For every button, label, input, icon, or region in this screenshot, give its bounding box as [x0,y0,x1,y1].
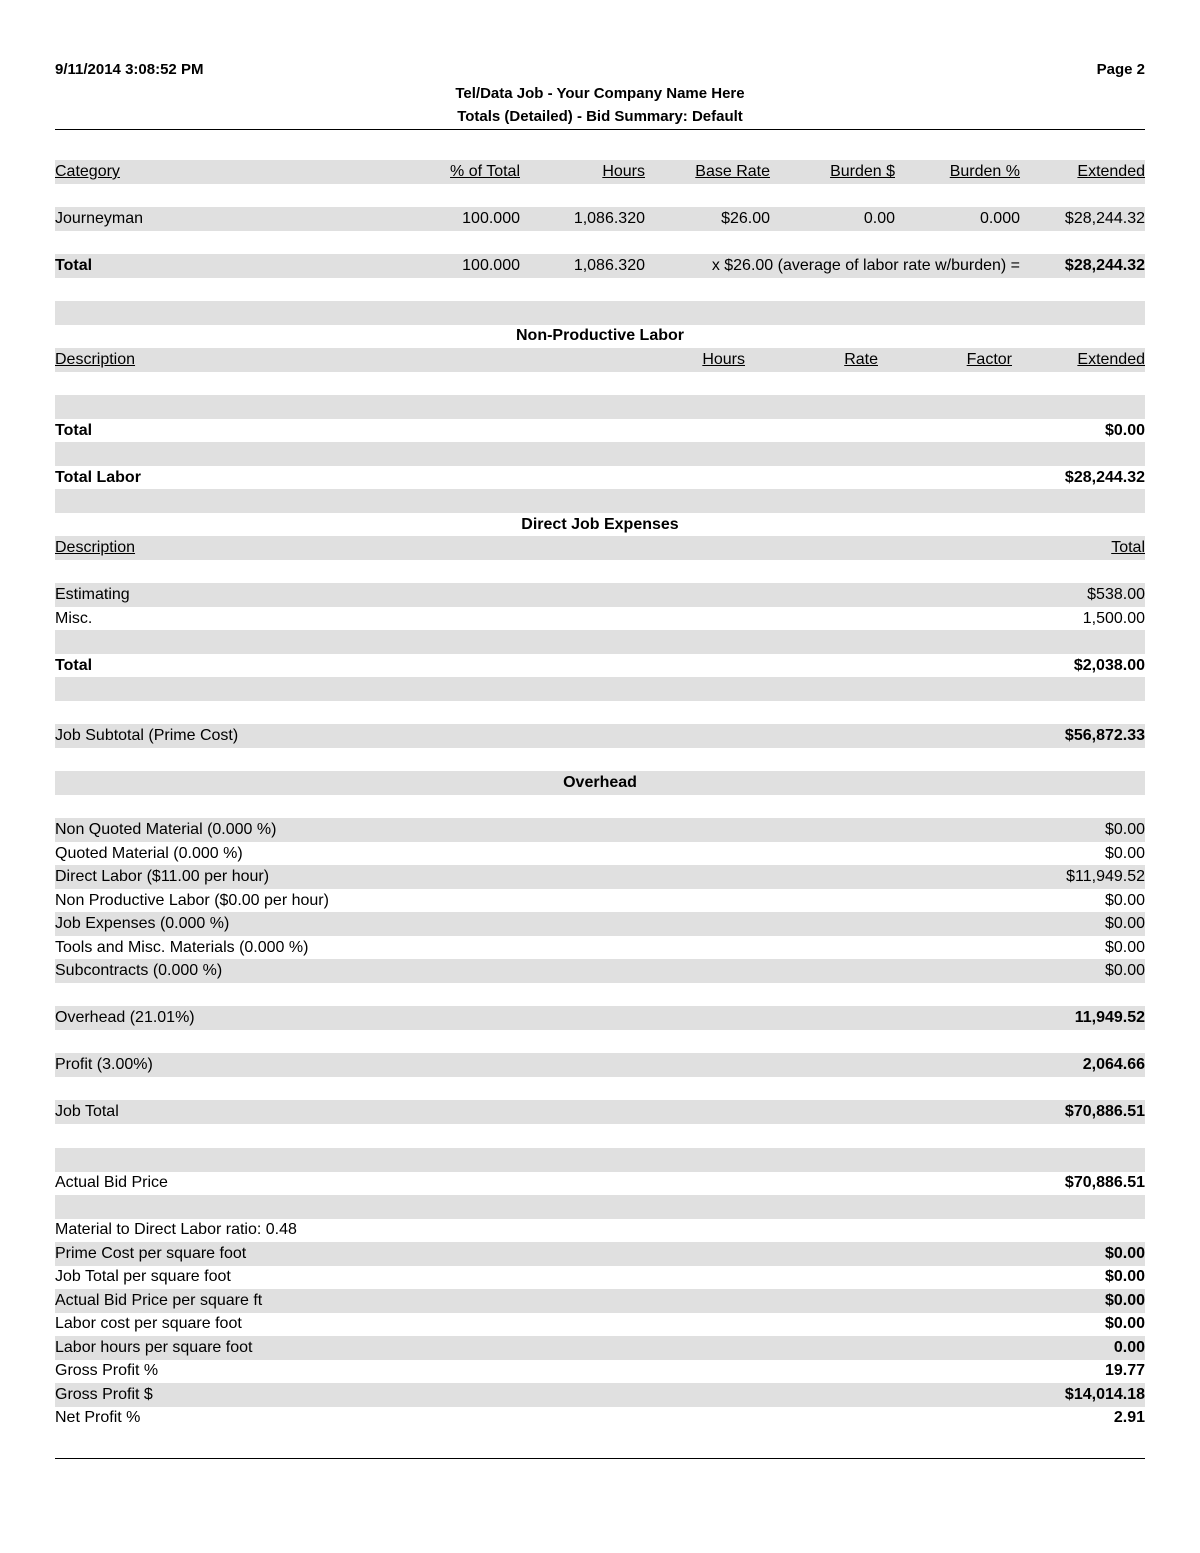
overhead-title: Overhead [563,774,637,791]
overhead-total-row [55,1006,1145,1030]
total-labor-label: Total Labor [55,469,141,486]
overhead-item-value: $0.00 [1104,939,1145,956]
spacer-row [55,489,1145,513]
col-extended: Extended [1077,163,1145,180]
np-col-description: Description [55,351,136,368]
col-burden-pct: Burden % [949,163,1020,180]
table-row [55,1312,1145,1336]
profit-value: 2,064.66 [1082,1056,1145,1073]
overhead-item-label: Subcontracts (0.000 %) [55,962,223,979]
expense-value: $538.00 [1087,586,1145,603]
col-hours: Hours [602,163,645,180]
page-number: Page 2 [1096,61,1145,78]
total-labor-value: $28,244.32 [1064,469,1145,486]
ratio-row [55,1218,1145,1242]
expense-value: 1,500.00 [1082,610,1145,627]
metric-value: 2.91 [1113,1409,1145,1426]
overhead-item-label: Tools and Misc. Materials (0.000 %) [55,939,309,956]
subtotal-label: Job Subtotal (Prime Cost) [55,727,239,744]
table-row [55,959,1145,983]
overhead-title-row [55,771,1145,795]
table-row [55,936,1145,960]
expense-label: Misc. [55,610,93,627]
col-burden-amount: Burden $ [830,163,895,180]
labor-header-row [55,160,1145,184]
np-total-value: $0.00 [1104,422,1145,439]
metric-label: Labor hours per square foot [55,1339,253,1356]
table-row [55,1406,1145,1430]
spacer-row [55,677,1145,701]
labor-extended: $28,244.32 [1064,210,1145,227]
labor-pct: 100.000 [462,210,520,227]
spacer-row [55,442,1145,466]
metric-label: Gross Profit % [55,1362,159,1379]
table-row [55,1336,1145,1360]
np-total-label: Total [55,422,93,439]
metric-value: $14,014.18 [1064,1386,1145,1403]
table-row [55,1383,1145,1407]
table-row [55,818,1145,842]
labor-burden-pct: 0.000 [979,210,1020,227]
table-row [55,583,1145,607]
metric-value: $0.00 [1104,1245,1145,1262]
labor-total-extended: $28,244.32 [1064,257,1145,274]
profit-row [55,1053,1145,1077]
metric-label: Labor cost per square foot [55,1315,242,1332]
metric-value: 0.00 [1113,1339,1145,1356]
np-col-rate: Rate [844,351,878,368]
de-col-description: Description [55,539,136,556]
table-row [55,607,1145,631]
job-total-label: Job Total [55,1103,119,1120]
metric-value: $0.00 [1104,1268,1145,1285]
table-row [55,1242,1145,1266]
direct-expenses-total-row [55,654,1145,678]
table-row [55,842,1145,866]
labor-total-row [55,254,1145,278]
spacer-row [55,395,1145,419]
labor-total-label: Total [55,257,93,274]
report-title: Tel/Data Job - Your Company Name Here [455,85,745,102]
metric-label: Gross Profit $ [55,1386,153,1403]
job-total-row [55,1100,1145,1124]
overhead-item-label: Direct Labor ($11.00 per hour) [55,868,270,885]
labor-hours: 1,086.320 [573,210,645,227]
expense-label: Estimating [55,586,130,603]
actual-bid-label: Actual Bid Price [55,1174,168,1191]
non-productive-header-row [55,348,1145,372]
non-productive-total-row [55,419,1145,443]
overhead-item-label: Quoted Material (0.000 %) [55,845,243,862]
labor-total-note: x $26.00 (average of labor rate w/burden) = [711,257,1020,274]
table-row [55,865,1145,889]
col-category: Category [55,163,120,180]
np-col-extended: Extended [1077,351,1145,368]
overhead-total-label: Overhead (21.01%) [55,1009,195,1026]
table-row [55,1265,1145,1289]
de-col-total: Total [1111,539,1145,556]
metric-label: Actual Bid Price per square ft [55,1292,263,1309]
overhead-item-value: $11,949.52 [1066,868,1145,885]
overhead-item-value: $0.00 [1104,845,1145,862]
de-total-value: $2,038.00 [1073,657,1145,674]
labor-category: Journeyman [55,210,144,227]
np-col-factor: Factor [966,351,1012,368]
report-subtitle: Totals (Detailed) - Bid Summary: Default [457,108,743,125]
labor-total-hours: 1,086.320 [573,257,645,274]
np-col-hours: Hours [702,351,745,368]
table-row [55,207,1145,231]
table-row [55,1289,1145,1313]
metric-value: 19.77 [1104,1362,1145,1379]
metric-label: Job Total per square foot [55,1268,231,1285]
subtotal-value: $56,872.33 [1064,727,1145,744]
subtotal-row [55,724,1145,748]
profit-label: Profit (3.00%) [55,1056,153,1073]
overhead-item-label: Non Productive Labor ($0.00 per hour) [55,892,329,909]
actual-bid-value: $70,886.51 [1064,1174,1145,1191]
labor-burden-amount: 0.00 [863,210,895,227]
material-labor-ratio: Material to Direct Labor ratio: 0.48 [55,1221,297,1238]
overhead-item-value: $0.00 [1104,962,1145,979]
actual-bid-row [55,1171,1145,1195]
total-labor-row [55,466,1145,490]
spacer-row [55,1148,1145,1172]
overhead-item-value: $0.00 [1104,892,1145,909]
report-timestamp: 9/11/2014 3:08:52 PM [55,61,204,78]
overhead-item-label: Non Quoted Material (0.000 %) [55,821,277,838]
table-row [55,912,1145,936]
metric-label: Net Profit % [55,1409,141,1426]
non-productive-title-row [55,324,1145,348]
direct-expenses-title-row [55,513,1145,537]
overhead-total-value: 11,949.52 [1074,1009,1145,1026]
de-total-label: Total [55,657,93,674]
spacer-row [55,301,1145,325]
overhead-item-label: Job Expenses (0.000 %) [55,915,230,932]
overhead-item-value: $0.00 [1104,821,1145,838]
labor-base-rate: $26.00 [721,210,770,227]
non-productive-title: Non-Productive Labor [515,327,684,344]
direct-expenses-header-row [55,536,1145,560]
header-divider [55,129,1145,130]
labor-total-pct: 100.000 [462,257,520,274]
metric-label: Prime Cost per square foot [55,1245,247,1262]
job-total-value: $70,886.51 [1064,1103,1145,1120]
footer-divider [55,1458,1145,1459]
direct-expenses-title: Direct Job Expenses [521,516,679,533]
table-row [55,1359,1145,1383]
col-pct-total: % of Total [450,163,520,180]
spacer-row [55,630,1145,654]
overhead-item-value: $0.00 [1104,915,1145,932]
table-row [55,889,1145,913]
metric-value: $0.00 [1104,1315,1145,1332]
col-base-rate: Base Rate [695,163,770,180]
metric-value: $0.00 [1104,1292,1145,1309]
spacer-row [55,1195,1145,1219]
